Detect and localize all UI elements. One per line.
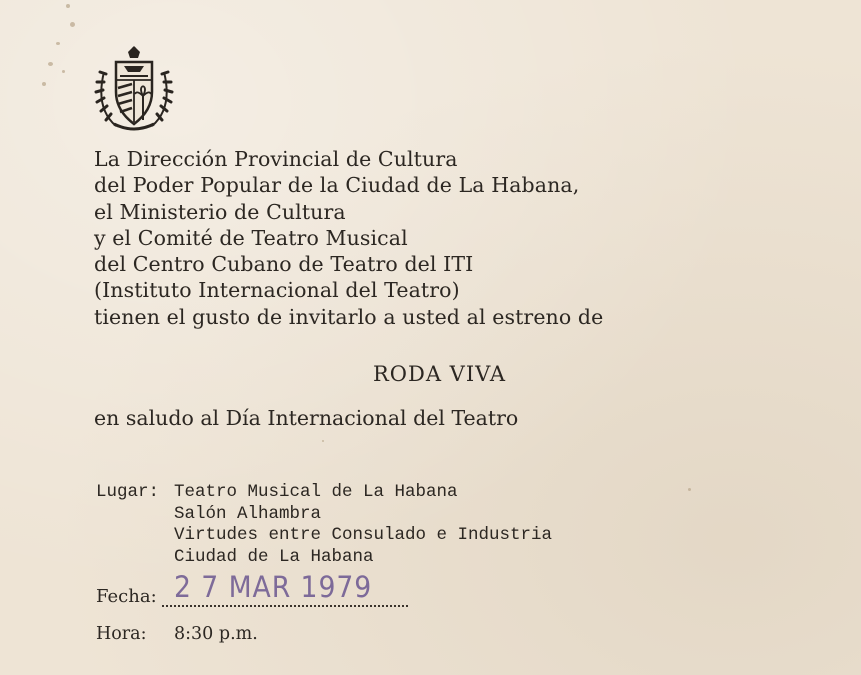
place-address bbox=[174, 482, 552, 568]
intro-line: y el Comité de Teatro Musical bbox=[94, 225, 408, 250]
date-stamp: 2 7 MAR 1979 bbox=[174, 570, 373, 604]
play-title: RODA VIVA bbox=[372, 362, 507, 386]
place-line: Salón Alhambra bbox=[174, 503, 322, 524]
date-label: Fecha: bbox=[96, 586, 157, 607]
greeting-line: en saludo al Día Internacional del Teatro bbox=[94, 406, 519, 430]
place-line: Ciudad de La Habana bbox=[174, 546, 374, 567]
intro-line: el Ministerio de Cultura bbox=[94, 199, 346, 224]
intro-line: tienen el gusto de invitarlo a usted al estreno de bbox=[94, 304, 604, 329]
place-line: Teatro Musical de La Habana bbox=[174, 482, 458, 502]
intro-line: (Instituto Internacional del Teatro) bbox=[94, 278, 460, 303]
time-value: 8:30 p.m. bbox=[174, 624, 258, 644]
intro-line: del Centro Cubano de Teatro del ITI bbox=[94, 252, 474, 277]
intro-text bbox=[94, 146, 794, 330]
intro-line: del Poder Popular de la Ciudad de La Habana, bbox=[94, 173, 580, 198]
coat-of-arms-icon bbox=[94, 44, 174, 136]
place-line: Virtudes entre Consulado e Industria bbox=[174, 525, 553, 545]
time-label: Hora: bbox=[96, 624, 147, 644]
place-label: Lugar: bbox=[96, 482, 160, 502]
intro-line: La Dirección Provincial de Cultura bbox=[94, 147, 458, 171]
